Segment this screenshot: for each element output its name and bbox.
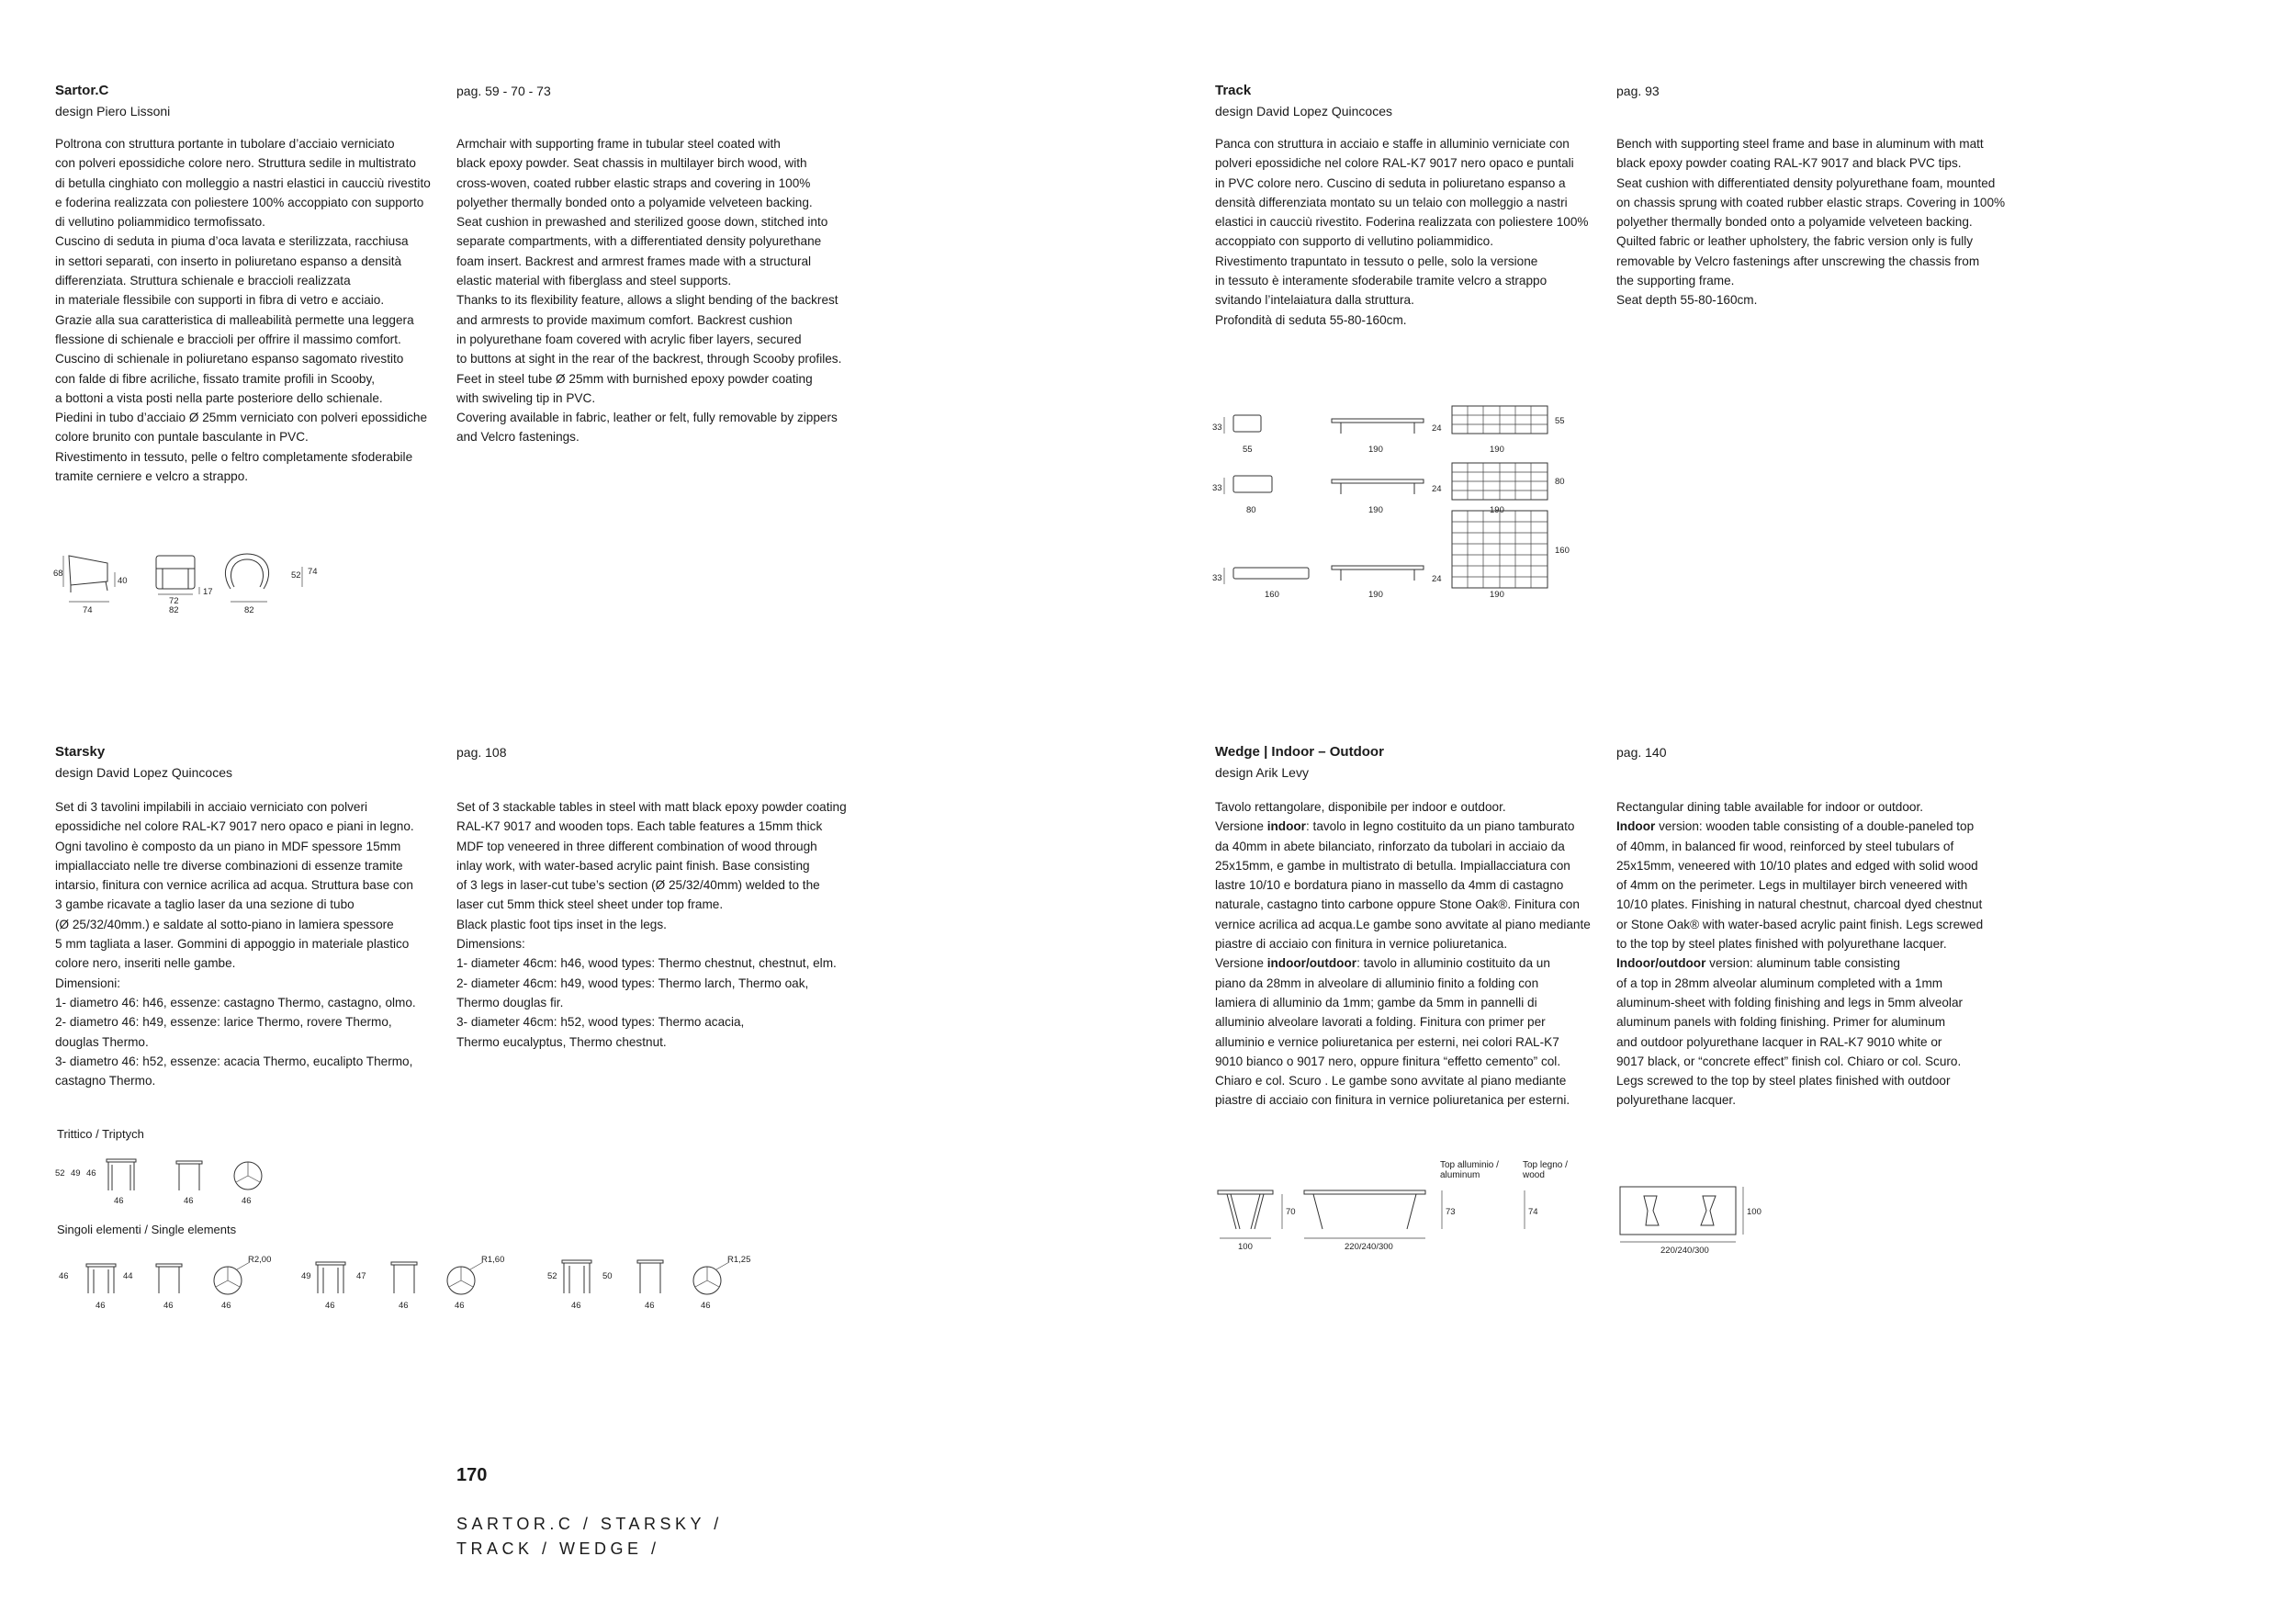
sartor-text-it: Poltrona con struttura portante in tubolare d’acciaio verniciato con polveri epossidiche colore nero. Struttura sedile in multistrato di betulla cinghiato con molleggio a nastri elastici in caucciù rivestito e foderina realizzata con poliestere 100% accoppiato con supporto di vellutino poliammidico termofissato. Cuscino di seduta in piuma d’oca lavata e sterilizzata, racchiusa in settori separati, con inserto in poliuretano espanso a densità differenziata. Struttura schienale e braccioli realizzata in materiale flessibile con supporti in fibra di vetro e acciaio. Grazie alla sua caratteristica di malleabilità permette una leggera flessione di schienale e braccioli per offrire il massimo comfort. Cuscino di schienale in poliuretano espanso sagomato rivestito con falde di fibre acriliche, fissato tramite profili in Scooby, a bottoni a vista posti nella parte posteriore dello schienale. Piedini in tubo d’acciaio Ø 25mm verniciato con polveri epossidiche colore brunito con puntale basculante in PVC. Rivestimento in tessuto, pelle o feltro completamente sfoderabile tramite cerniere e velcro a strappo. [55,137,431,484]
track-dim-front-width: 190 [1368,590,1383,600]
starsky-section [55,742,459,783]
track-text-en: Bench with supporting steel frame and base in aluminum with matt black epoxy powder coating RAL-K7 9017 and black PVC tips. Seat cushion with differentiated density polyurethane foam, mounted on chassis sprung with coated rubber elastic straps. Covering in 100% polyether thermally bonded onto a polyamide velveteen backing. Quilted fabric or leather upholstery, the fabric version only is fully removable by Velcro fastenings after unscrewing the chassis from the supporting frame. Seat depth 55-80-160cm. [1616,137,2006,308]
starsky-triptych-drawings [53,1154,292,1218]
wedge-top-alu-label: Top alluminio / aluminum [1440,1160,1499,1180]
sartor-title: Sartor.C [55,83,109,98]
starsky-triptych-side-width: 46 [184,1196,194,1206]
wedge-it-part-3: : tavolo in alluminio costituito da un piano da 28mm in alveolare di alluminio finito a folding con lamiera di alluminio da 1mm; gambe da 5mm in pannelli di alluminio alveolare lavorati a folding. Finitura con primer per alluminio e vernice poliuretanica per esterni, nei colori RAL-K7 9010 bianco o 9017 nero, oppure finitura “effetto cemento” col. Chiaro e col. Scuro . Le gambe sono avvitate al piano mediante piastre di acciaio con finitura in vernice poliuretanica per esterni. [1215,956,1570,1108]
track-page-ref: pag. 93 [1616,84,1660,98]
sartor-dim-side-height: 68 [53,569,63,579]
sartor-side-view [53,556,128,615]
wedge-text-it [1215,797,1619,1111]
track-dim-front-width: 190 [1368,505,1383,515]
starsky-single-height: 49 [301,1271,311,1281]
starsky-single-front-width: 46 [96,1301,106,1311]
starsky-triptych-label: Trittico / Triptych [57,1127,144,1141]
starsky-triptych-front-width: 46 [114,1196,124,1206]
starsky-single-inner-height: 50 [602,1271,613,1281]
track-row-160 [1212,511,1570,600]
sartor-dim-side-depth: 74 [83,605,93,615]
wedge-en-bold-indoor-outdoor: Indoor/outdoor [1616,956,1706,971]
sartor-page-ref: pag. 59 - 70 - 73 [456,84,551,98]
track-section [1215,81,1619,121]
starsky-title: Starsky [55,744,106,760]
page-number: 170 [456,1465,488,1485]
starsky-triptych-plan-diameter: 46 [242,1196,252,1206]
starsky-single-radius: R1,25 [727,1255,751,1265]
starsky-page-ref: pag. 108 [456,745,507,760]
starsky-single-2 [301,1255,504,1311]
track-dim-side-height: 33 [1212,483,1222,493]
wedge-it-part-2: : tavolo in legno costituito da un piano tamburato da 40mm in abete bilanciato, rinforzato da tubolari in acciaio da 25x15mm, e gambe in multistrato di betulla. Impiallacciatura con lastre 10/10 e bordatura piano in massello da 4mm di castagno naturale, castagno tinto carbone oppure Stone Oak®. Finitura con vernice acrilica ad acqua.Le gambe sono avvitate al piano mediante piastre di acciaio con finitura in vernice poliuretanica. Versione [1215,819,1591,971]
sartor-section [55,81,827,121]
wedge-dim-front-width: 220/240/300 [1345,1242,1393,1252]
track-drawings [1208,400,1593,658]
sartor-dim-arm: 17 [203,587,213,597]
starsky-single-height: 46 [59,1271,69,1281]
sartor-dim-back-height-b: 74 [308,567,318,577]
wedge-designer: design Arik Levy [1215,765,1309,780]
starsky-single-side-width: 46 [163,1301,174,1311]
wedge-drawings [1212,1185,1800,1268]
starsky-single-height: 52 [547,1271,557,1281]
starsky-single-side-width: 46 [399,1301,409,1311]
wedge-top-wood-label: Top legno / wood [1523,1160,1568,1180]
sartor-dim-seat-height: 40 [118,576,128,586]
wedge-dim-side-width: 100 [1238,1242,1253,1252]
starsky-single-side-width: 46 [645,1301,655,1311]
starsky-designer: design David Lopez Quincoces [55,765,233,780]
sartor-plan-view [225,554,317,615]
track-dim-side-height: 33 [1212,423,1222,433]
sartor-designer: design Piero Lissoni [55,104,171,118]
track-dim-side-width: 80 [1246,505,1256,515]
wedge-page-ref: pag. 140 [1616,745,1667,760]
wedge-dim-plan-width: 220/240/300 [1660,1246,1709,1256]
track-dim-side-height: 33 [1212,573,1222,583]
track-designer: design David Lopez Quincoces [1215,104,1393,118]
wedge-it-part-1: Tavolo rettangolare, disponibile per indoor e outdoor. Versione [1215,800,1506,834]
starsky-single-diameter: 46 [701,1301,711,1311]
wedge-en-part-3: version: aluminum table consisting of a top in 28mm alveolar aluminum completed with a 1mm aluminum-sheet with folding finishing and legs in 5mm alveolar aluminum panels with folding finishing. Primer for aluminum and outdoor polyurethane lacquer in RAL-K7 9010 white or 9017 black, or “concrete effect” finish col. Chiaro or col. Scuro. Legs screwed to the top by steel plates finished with outdoor polyurethane lacquer. [1616,956,1964,1108]
track-dim-top-width: 190 [1490,590,1504,600]
track-dim-side-width: 55 [1243,445,1253,455]
wedge-it-bold-indoor-outdoor: indoor/outdoor [1266,956,1357,971]
starsky-single-diameter: 46 [221,1301,231,1311]
track-title: Track [1215,83,1252,98]
starsky-text-it: Set di 3 tavolini impilabili in acciaio verniciato con polveri epossidiche nel colore RAL-K7 9017 nero opaco e piani in legno. Ogni tavolino è composto da un piano in MDF spessore 15mm impiallacciato nelle tre diverse combinazioni di essenze tramite intarsio, finitura con vernice acrilica ad acqua. Struttura base con 3 gambe ricavate a taglio laser da una sezione di tubo (Ø 25/32/40mm.) e saldate al sotto-piano in lamiera spessore 5 mm tagliata a laser. Gommini di appoggio in materiale plastico colore nero, inseriti nelle gambe. Dimensioni: 1- diametro 46: h46, essenze: castagno Thermo, castagno, olmo. 2- diametro 46: h49, essenze: larice Thermo, rovere Thermo, douglas Thermo. 3- diametro 46: h52, essenze: acacia Thermo, eucalipto Thermo, castagno Thermo. [55,800,416,1088]
starsky-single-front-width: 46 [571,1301,581,1311]
sartor-drawings [51,547,344,629]
starsky-triptych-dim-49: 49 [71,1168,81,1179]
sartor-front-view [156,556,213,615]
footer-line-1: SARTOR.C / STARSKY / [456,1515,723,1533]
starsky-triptych-dim-52: 52 [55,1168,65,1179]
starsky-single-radius: R2,00 [248,1255,272,1265]
track-dim-leg-height: 24 [1432,574,1442,584]
track-row-80 [1212,463,1565,515]
starsky-triptych-dim-46: 46 [86,1168,96,1179]
starsky-single-1 [59,1255,271,1311]
sartor-dim-plan-width: 82 [244,605,254,615]
footer-line-2: TRACK / WEDGE / [456,1539,660,1558]
track-dim-side-width: 160 [1265,590,1279,600]
starsky-single-3 [547,1255,750,1311]
starsky-text-en: Set of 3 stackable tables in steel with matt black epoxy powder coating RAL-K7 9017 and wooden tops. Each table features a 15mm thick MDF top veneered in three different combination of wood through inlay work, with water-based acrylic paint finish. Base consisting of 3 legs in laser-cut tube’s section (Ø 25/32/40mm) welded to the laser cut 5mm thick steel sheet under top frame. Black plastic foot tips inset in the legs. Dimensions: 1- diameter 46cm: h46, wood types: Thermo chestnut, chestnut, elm. 2- diameter 46cm: h49, wood types: Thermo larch, Thermo oak, Thermo douglas fir. 3- diameter 46cm: h52, wood types: Thermo acacia, Thermo eucalyptus, Thermo chestnut. [456,800,847,1049]
track-dim-top-depth: 160 [1555,546,1570,556]
wedge-plan-view [1620,1187,1761,1256]
starsky-singles-drawings [53,1251,779,1325]
track-dim-top-width: 190 [1490,445,1504,455]
track-text-it: Panca con struttura in acciaio e staffe in alluminio verniciate con polveri epossidiche nel colore RAL-K7 9017 nero opaco e puntali in PVC colore nero. Cuscino di seduta in poliuretano espanso a densità differenziata montato su un telaio con molleggio a nastri elastici in caucciù rivestito. Foderina realizzata con poliestere 100% accoppiato con supporto di vellutino poliammidico. Rivestimento trapuntato in tessuto o pelle, solo la versione in tessuto è interamente sfoderabile tramite velcro a strappo svitando l’intelaiatura dalla struttura. Profondità di seduta 55-80-160cm. [1215,137,1589,327]
wedge-dim-height-wood: 74 [1528,1207,1538,1217]
wedge-en-part-1: Rectangular dining table available for indoor or outdoor. [1616,800,1924,814]
wedge-front-view [1304,1190,1538,1252]
wedge-text-en [1616,797,2020,1111]
wedge-en-part-2: version: wooden table consisting of a double-paneled top of 40mm, in balanced fir wood, reinforced by steel tubulars of 25x15mm, veneered with 10/10 plates and edged with solid wood of 4mm on the perimeter. Legs in multilayer birch veneered with 10/10 plates. Finishing in natural chestnut, charcoal dyed chestnut or Stone Oak® with water-based acrylic paint finish. Legs screwed to the top by steel plates finished with polyurethane lacquer. [1616,819,1984,952]
sartor-dim-back-height-a: 52 [291,570,301,581]
wedge-dim-plan-depth: 100 [1747,1207,1761,1217]
starsky-single-radius: R1,60 [481,1255,505,1265]
wedge-side-view [1218,1190,1296,1252]
wedge-title: Wedge | Indoor – Outdoor [1215,744,1384,760]
wedge-dim-height: 70 [1286,1207,1296,1217]
sartor-dim-front-inner: 72 [169,596,179,606]
track-row-55 [1212,406,1565,455]
track-dim-top-depth: 55 [1555,416,1565,426]
wedge-it-bold-indoor: indoor [1266,819,1306,834]
wedge-section [1215,742,1619,783]
track-dim-top-depth: 80 [1555,477,1565,487]
starsky-singles-label: Singoli elementi / Single elements [57,1223,237,1236]
wedge-en-bold-indoor: Indoor [1616,819,1656,834]
track-dim-leg-height: 24 [1432,484,1442,494]
starsky-single-inner-height: 47 [356,1271,366,1281]
sartor-text-en: Armchair with supporting frame in tubular steel coated with black epoxy powder. Seat chassis in multilayer birch wood, with cross-woven, coated rubber elastic straps and covering in 100% polyether thermally bonded onto a polyamide velveteen backing. Seat cushion in prewashed and sterilized goose down, stitched into separate compartments, with a differentiated density polyurethane foam insert. Backrest and armrest frames made with a structural elastic material with fiberglass and steel supports. Thanks to its flexibility feature, allows a slight bending of the backrest and armrests to provide maximum comfort. Backrest cushion in polyurethane foam covered with acrylic fiber layers, secured to buttons at sight in the rear of the backrest, through Scooby profiles. Feet in steel tube Ø 25mm with burnished epoxy powder coating with swiveling tip in PVC. Covering available in fabric, leather or felt, fully removable by zippers and Velcro fastenings. [456,137,842,445]
track-dim-top-width: 190 [1490,505,1504,515]
wedge-dim-height-alu: 73 [1446,1207,1456,1217]
footer-title [456,1512,723,1562]
track-dim-leg-height: 24 [1432,423,1442,434]
sartor-dim-front-width: 82 [169,605,179,615]
starsky-single-front-width: 46 [325,1301,335,1311]
starsky-single-diameter: 46 [455,1301,465,1311]
track-dim-front-width: 190 [1368,445,1383,455]
starsky-single-inner-height: 44 [123,1271,133,1281]
